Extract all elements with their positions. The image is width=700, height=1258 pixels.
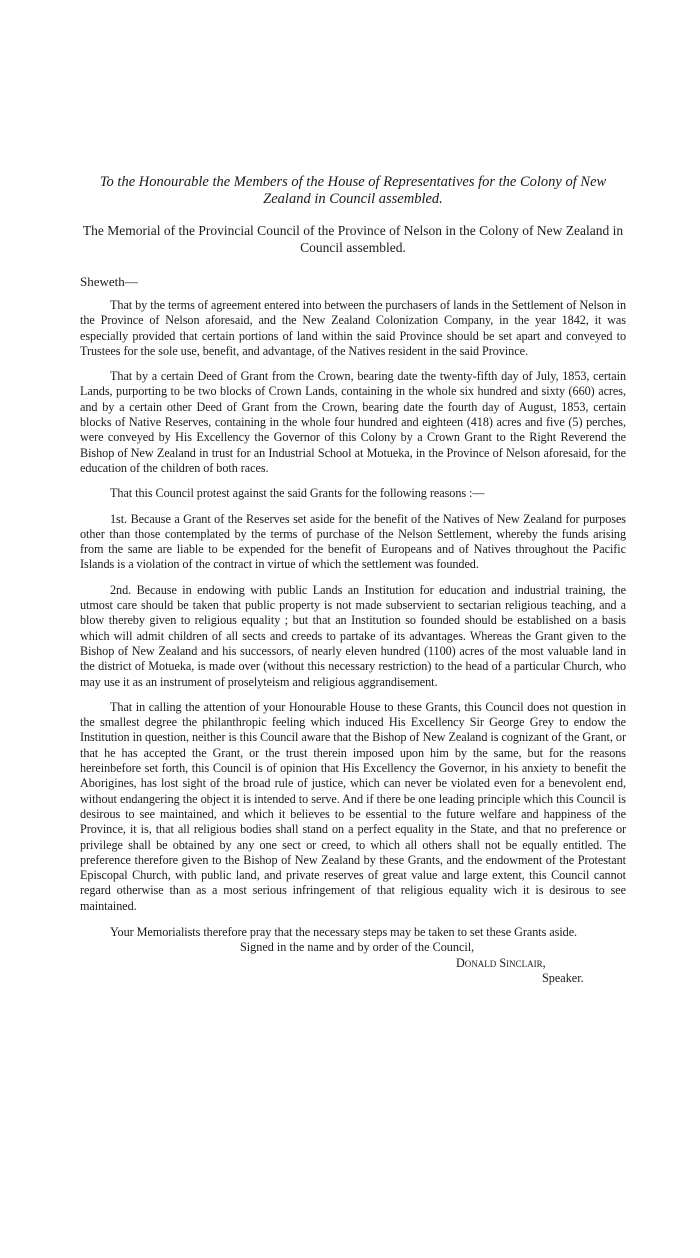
address-heading: To the Honourable the Members of the House of Representatives for the Colony of New Zealand in Council assembled. <box>99 174 607 207</box>
paragraph-agreement: That by the terms of agreement entered into between the purchasers of lands in the Settlement of Nelson in the Province of Nelson aforesaid, and the New Zealand Colonization Company, in the year 1842, it was especially provided that certain portions of land within the said Province should be set apart and conveyed to Trustees for the sole use, benefit, and advantage, of the Natives resident in the said Province. <box>80 298 626 358</box>
paragraph-reason-second: 2nd. Because in endowing with public Lands an Institution for education and industrial training, the utmost care should be taken that public property is not made subservient to sectarian religious teaching, and a blow thereby given to religious equality ; but that an Institution so founded should be established on a basis which will admit children of all sects and creeds to partake of its advantages. Whereas the Grant given to the Bishop of New Zealand and his successors, of nearly eleven hundred (1100) acres of the most valuable land in the district of Motueka, is made over (without this necessary restriction) to the head of a particular Church, who may use it as an instrument of proselyteism and religious aggrandisement. <box>80 582 626 689</box>
signatory-name: Donald Sinclair, <box>456 955 546 970</box>
memorial-title: The Memorial of the Provincial Council of the Province of Nelson in the Colony of New Zealand in Council assembled. <box>82 223 624 255</box>
signatory-title: Speaker. <box>542 970 584 985</box>
paragraph-deed-of-grant: That by a certain Deed of Grant from the Crown, bearing date the twenty-fifth day of July, 1853, certain Lands, purporting to be two blocks of Crown Lands, containing in the whole six hundred and sixty (660) acres, and by a certain other Deed of Grant from the Crown, bearing date the fourth day of August, 1853, certain blocks of Native Reserves, containing in the whole four hundred and eighteen (418) acres and five (5) perches, were conveyed by His Excellency the Governor of this Colony by a Crown Grant to the Right Reverend the Bishop of New Zealand in trust for an Industrial School at Motueka, in the Province of Nelson aforesaid, for the education of the children of both races. <box>80 369 626 475</box>
sheweth-heading: Sheweth— <box>80 274 138 289</box>
paragraph-prayer: Your Memorialists therefore pray that the necessary steps may be taken to set these Grants aside. <box>110 924 578 939</box>
signature-line: Signed in the name and by order of the Council, <box>240 940 475 955</box>
paragraph-protest: That this Council protest against the said Grants for the following reasons :— <box>110 486 485 501</box>
paragraph-reason-first: 1st. Because a Grant of the Reserves set aside for the benefit of the Natives of New Zealand for purposes other than those contemplated by the terms of purchase of the Nelson Settlement, whereby the funds arising from the same are liable to be expended for the benefit of Europeans and of Natives throughout the Pacific Islands is a violation of the contract in virtue of which the settlement was founded. <box>80 511 626 572</box>
paragraph-council-opinion: That in calling the attention of your Honourable House to these Grants, this Council does not question in the smallest degree the philanthropic feeling which induced His Excellency Sir George Grey to endow the Institution in question, neither is this Council aware that the Bishop of New Zealand is cognizant of the Grant, or that he has accepted the Grant, or the trust therein imposed upon him by the same, but for the reasons hereinbefore set forth, this Council is of opinion that His Excellency the Governor, in his anxiety to benefit the Aborigines, has lost sight of the broad rule of justice, which can never be violated even for a benevolent end, without endangering the object it is intended to serve. And if there be one leading principle which this Council is desirous to see maintained, and which it believes to be essential to the future welfare and happiness of the Province, it is, that all religious bodies shall stand on a perfect equality in the State, and that no preference or privilege shall be obtained by any one sect or creed, to which all others shall not be equally entitled. The preference therefore given to the Bishop of New Zealand by these Grants, and the endowment of the Protestant Episcopal Church, with public land, and private reserves of great value and large extent, this Council cannot regard otherwise than as a most serious infringement of that religious equality wich it is desirous to see maintained. <box>80 699 626 913</box>
memorial-document <box>80 174 626 986</box>
